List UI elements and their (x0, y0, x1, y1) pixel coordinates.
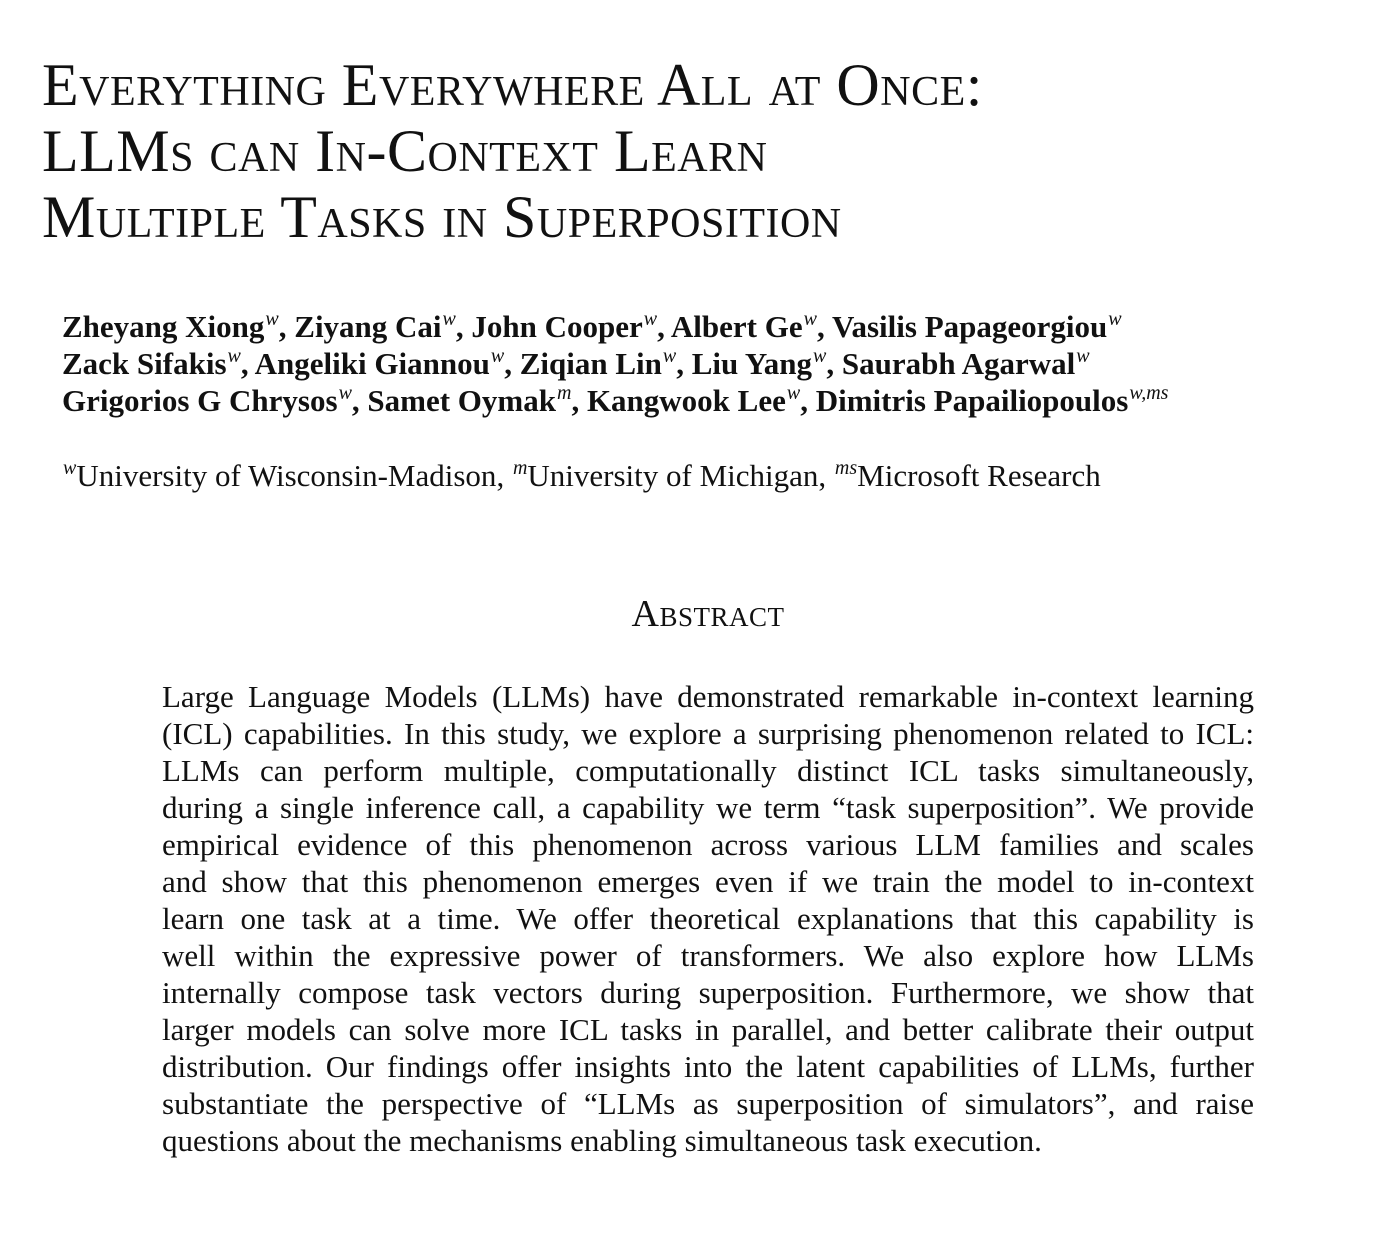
affiliation-mark: w (786, 382, 801, 404)
author-name: Angeliki Giannou (254, 346, 490, 381)
author-line: Grigorios G Chrysos$^w$, Samet Oymak$^m$, Kangwook Lee$^w$, Dimitris Papailiopoulos$^{w,ms}$ (62, 382, 1169, 418)
affiliation-mark: w (1076, 345, 1090, 367)
abstract-line: distribution. Our findings offer insights into the latent capabilities of LLMs, further (162, 1049, 1254, 1084)
abstract-line: learn one task at a time. We offer theoretical explanations that this capability is (162, 901, 1254, 936)
affiliation-mark: w (490, 345, 505, 367)
abstract-line: empirical evidence of this phenomenon across various LLM families and scales (162, 827, 1254, 862)
author-name: John Cooper (471, 309, 643, 344)
abstract-line: questions about the mechanisms enabling simultaneous task execution. (162, 1123, 1042, 1158)
affiliation-mark: m (556, 382, 572, 404)
abstract-text (162, 678, 1254, 1159)
affiliation-mark: ms (834, 457, 858, 479)
affiliation-mark: w (813, 345, 827, 367)
affiliation-name: Microsoft Research (857, 458, 1101, 493)
abstract-line: and show that this phenomenon emerges even if we train the model to in-context (162, 864, 1254, 899)
abstract-line: substantiate the perspective of “LLMs as superposition of simulators”, and raise (162, 1086, 1254, 1121)
affiliation-mark: w (338, 382, 352, 404)
affiliation-mark: w (442, 308, 456, 330)
affiliation-mark: w (265, 308, 279, 330)
abstract-line: during a single inference call, a capability we term “task superposition”. We provide (162, 790, 1254, 825)
author-name: Albert Ge (670, 309, 803, 344)
abstract-line: well within the expressive power of transformers. We also explore how LLMs (162, 938, 1254, 973)
abstract-line: Large Language Models (LLMs) have demonstrated remarkable in-context learning (162, 679, 1254, 714)
author-name: Liu Yang (691, 346, 813, 381)
abstract-line: (ICL) capabilities. In this study, we explore a surprising phenomenon related to ICL: (162, 716, 1254, 751)
author-name: Ziqian Lin (519, 346, 662, 381)
author-name: Grigorios G Chrysos (62, 383, 338, 418)
author-name: Samet Oymak (367, 383, 556, 418)
abstract-line: internally compose task vectors during superposition. Furthermore, we show that (162, 975, 1254, 1010)
affiliation-mark: w (803, 308, 817, 330)
author-name: Zack Sifakis (62, 346, 227, 381)
affiliation-mark: w (63, 457, 77, 479)
author-name: Vasilis Papageorgiou (831, 309, 1108, 344)
paper-title (42, 52, 983, 250)
author-list (62, 308, 1168, 419)
abstract-line: larger models can solve more ICL tasks in parallel, and better calibrate their output (162, 1012, 1254, 1047)
affiliations: $^w$University of Wisconsin-Madison, $^m$University of Michigan, $^{ms}$Microsoft Research (63, 457, 1101, 493)
title-line: LLMs can In-Context Learn (42, 118, 768, 184)
abstract-line: LLMs can perform multiple, computationally distinct ICL tasks simultaneously, (162, 753, 1254, 788)
abstract-heading: Abstract (631, 593, 785, 635)
author-line: Zheyang Xiong$^w$, Ziyang Cai$^w$, John Cooper$^w$, Albert Ge$^w$, Vasilis Papageorgiou$^w$ (62, 308, 1122, 344)
author-name: Kangwook Lee (586, 383, 786, 418)
author-name: Ziyang Cai (294, 309, 442, 344)
title-line: Everything Everywhere All at Once: (42, 52, 983, 118)
affiliation-name: University of Wisconsin-Madison (76, 458, 497, 493)
affiliation-mark: w (662, 345, 677, 367)
author-name: Dimitris Papailiopoulos (815, 383, 1129, 418)
author-line: Zack Sifakis$^w$, Angeliki Giannou$^w$, Ziqian Lin$^w$, Liu Yang$^w$, Saurabh Agarwal$^w$ (62, 345, 1090, 381)
affiliation-mark: w (1108, 308, 1122, 330)
author-name: Zheyang Xiong (62, 309, 265, 344)
affiliation-mark: m (512, 457, 528, 479)
author-name: Saurabh Agarwal (841, 346, 1076, 381)
affiliation-mark: w (227, 345, 241, 367)
affiliation-name: University of Michigan (527, 458, 819, 493)
affiliation-mark: w (643, 308, 658, 330)
title-line: Multiple Tasks in Superposition (42, 184, 842, 250)
affiliation-mark: w,ms (1129, 382, 1169, 404)
